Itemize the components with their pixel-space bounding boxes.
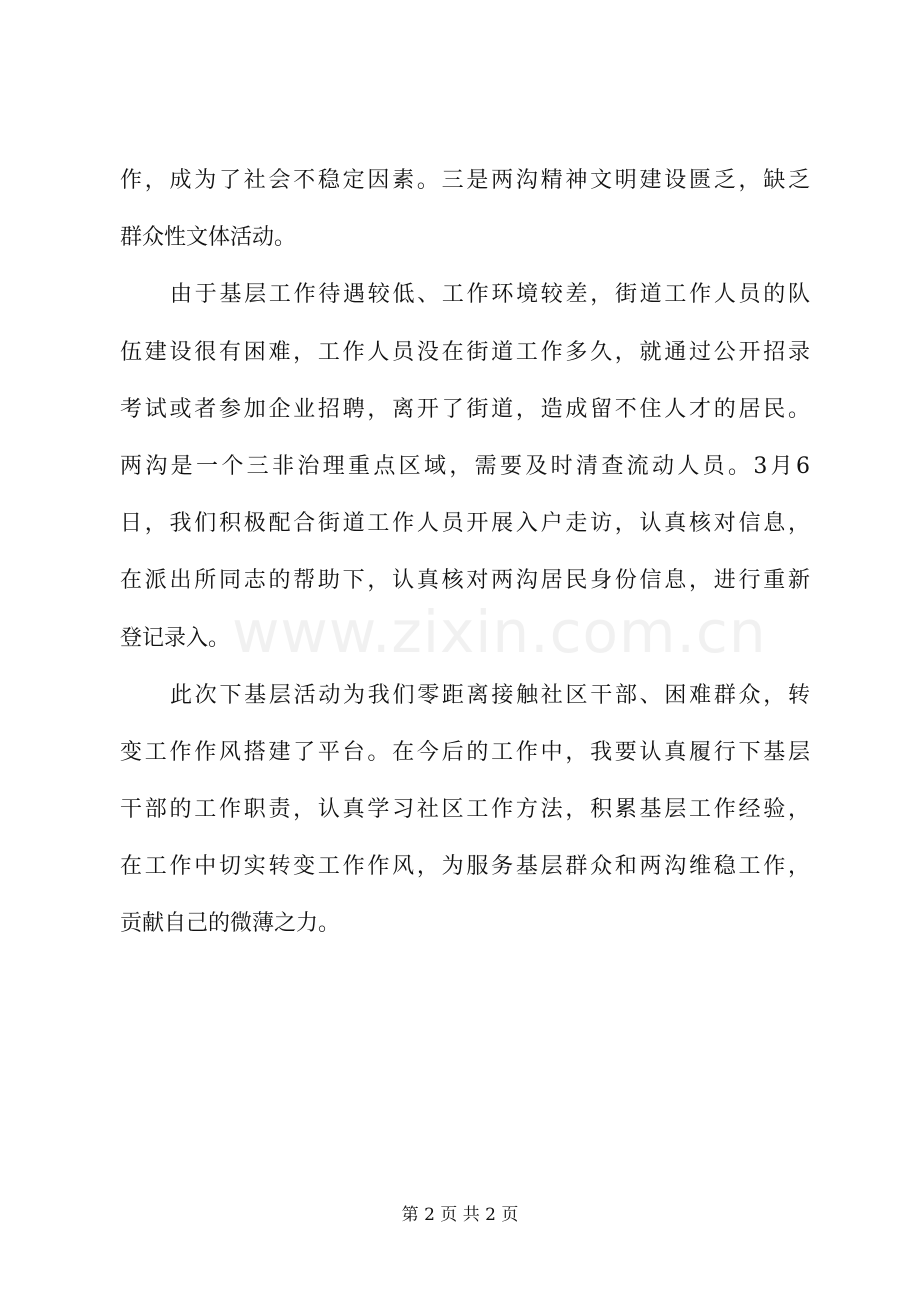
document-body — [120, 152, 810, 953]
text-line: 由于基层工作待遇较低、工作环境较差，街道工作人员的队 — [170, 282, 810, 308]
text-line: 两沟是一个三非治理重点区域，需要及时清查流动人员。3月6 — [120, 453, 810, 479]
text-line: 在工作中切实转变工作作风，为服务基层群众和两沟维稳工作， — [120, 854, 810, 880]
text-line: 贡献自己的微薄之力。 — [120, 911, 341, 937]
text-line: 作，成为了社会不稳定因素。三是两沟精神文明建设匮乏，缺乏 — [120, 168, 810, 193]
text-line: 登记录入。 — [120, 625, 231, 651]
watermark: www.zixin.com.cn — [232, 598, 767, 666]
text-line: 在派出所同志的帮助下，认真核对两沟居民身份信息，进行重新 — [120, 568, 810, 594]
text-line: 干部的工作职责，认真学习社区工作方法，积累基层工作经验， — [120, 797, 810, 823]
text-line: 群众性文体活动。 — [120, 225, 297, 251]
text-line: 考试或者参加企业招聘，离开了街道，造成留不住人才的居民。 — [120, 396, 810, 422]
text-line: 伍建设很有困难，工作人员没在街道工作多久，就通过公开招录 — [120, 339, 810, 365]
text-line: 日，我们积极配合街道工作人员开展入户走访，认真核对信息， — [120, 511, 810, 537]
text-line: 变工作作风搭建了平台。在今后的工作中，我要认真履行下基层 — [120, 739, 810, 765]
text-line: 此次下基层活动为我们零距离接触社区干部、困难群众，转 — [170, 682, 810, 708]
page-footer: 第 2 页 共 2 页 — [401, 1205, 519, 1225]
